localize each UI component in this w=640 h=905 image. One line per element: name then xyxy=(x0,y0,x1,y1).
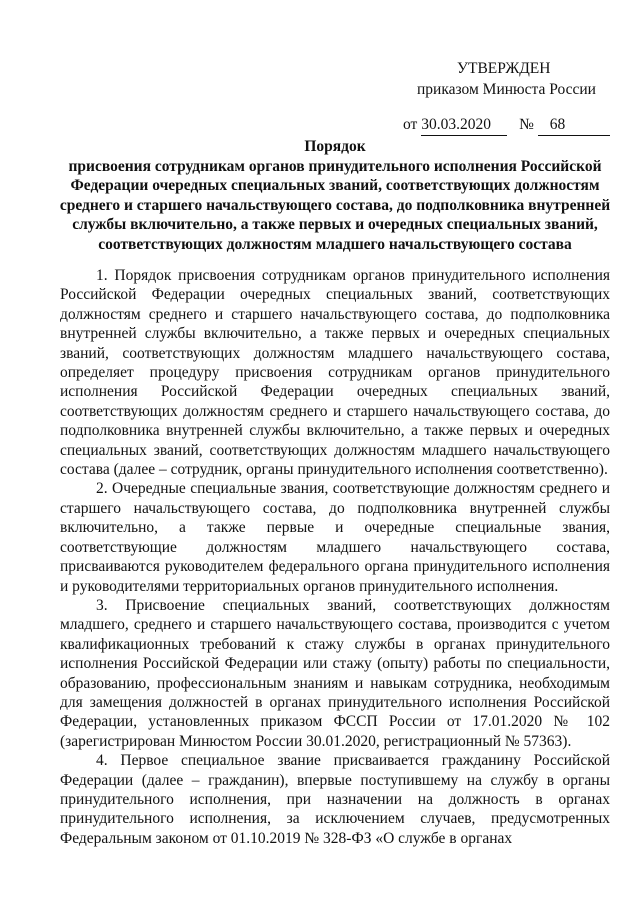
document-title xyxy=(40,137,630,255)
approval-date-prefix: от xyxy=(403,116,418,133)
approval-issuer: приказом Минюста России xyxy=(417,81,596,98)
paragraph-4: 4. Первое специальное звание присваивается гражданину Российской Федерации (далее – гражданин), впервые поступившему на службу в органы принудительного исполнения, при назначении на должность в органах принудительного исполнения, за исключением случаев, предусмотренных Федеральным законом от 01.10.2019 № 328-ФЗ «О службе в органах xyxy=(60,752,610,847)
approval-number: 68 xyxy=(538,114,610,136)
paragraph-2: 2. Очередные специальные звания, соответствующие должностям среднего и старшего начальствующего состава, до подполковника внутренней службы включительно, а также первые и очередные специальные звания, соответствующие должностям младшего начальствующего состава, присваиваются руководителем федерального органа принудительного исполнения и руководителями территориальных органов принудительного исполнения. xyxy=(60,480,610,595)
document-subtitle: присвоения сотрудникам органов принудительного исполнения Российской Федерации очередных специальных званий, соответствующих должностям среднего и старшего начальствующего состава, до подполковника внутренней службы включительно, а также первых и очередных специальных званий, соответствующих должностям младшего начальствующего состава xyxy=(59,157,611,253)
approval-date: 30.03.2020 xyxy=(421,114,507,136)
approval-stamp xyxy=(395,58,615,136)
paragraph-3: 3. Присвоение специальных званий, соответствующих должностям младшего, среднего и старшего начальствующего состава, производится с учетом квалификационных требований к стажу службы в органах принудительного исполнения Российской Федерации или стажу (опыту) работы по специальности, образованию, профессиональным знаниям и навыкам сотрудника, необходимым для замещения должностей в органах принудительного исполнения Российской Федерации, установленных приказом ФССП России от 17.01.2020 № 102 (зарегистрирован Минюстом России 30.01.2020, регистрационный № 57363). xyxy=(60,596,610,750)
approval-title: УТВЕРЖДЕН xyxy=(457,60,551,77)
approval-number-sign: № xyxy=(519,116,534,133)
approval-date-number-line xyxy=(395,114,615,136)
paragraph-1: 1. Порядок присвоения сотрудникам органов принудительного исполнения Российской Федерации очередных специальных званий, соответствующих должностям среднего и старшего начальствующего состава, до подполковника внутренней службы включительно, а также первых и очередных специальных званий, соответствующих должностям младшего начальствующего состава, определяет процедуру присвоения сотрудникам органов принудительного исполнения Российской Федерации очередных специальных званий, соответствующих должностям среднего и старшего начальствующего состава, до подполковника внутренней службы включительно, а также первых и очередных специальных званий, соответствующих должностям младшего начальствующего состава (далее – сотрудник, органы принудительного исполнения соответственно). xyxy=(60,267,610,479)
document-body xyxy=(60,266,610,848)
document-heading: Порядок xyxy=(304,138,366,155)
